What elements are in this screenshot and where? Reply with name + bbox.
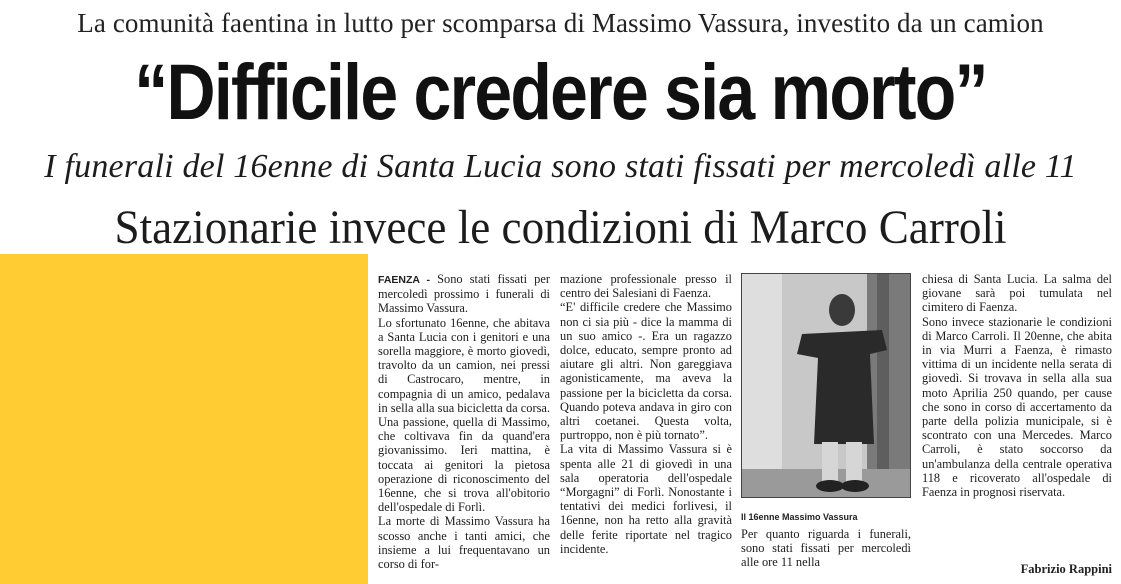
- paragraph: “E' difficile credere che Massimo non ci sia più - dice la mamma di un suo amico -. Era un ragazzo dolce, educato, sempre pronto ad aiutare gli altri. Non gareggiava agonisticamente, ma aveva la passione per la bicicletta da corsa. Quando poteva andava in giro con altri coetanei. Questa volta, purtroppo, non è più tornato”.: [560, 300, 732, 443]
- article-column-2: [560, 272, 732, 556]
- article-column-1: [378, 272, 550, 571]
- byline: Fabrizio Rappini: [1020, 562, 1112, 576]
- subheadline: I funerali del 16enne di Santa Lucia sono stati fissati per mercoledì alle 11: [44, 148, 1077, 185]
- portrait-illustration: [742, 274, 911, 498]
- paragraph: Per quanto riguarda i funerali, sono stati fissati per mercoledì alle ore 11 nella: [741, 527, 911, 570]
- article-column-3: [741, 527, 911, 570]
- photo-caption: Il 16enne Massimo Vassura: [741, 512, 858, 522]
- paragraph: [378, 272, 550, 316]
- redaction-block: [0, 254, 368, 584]
- paragraph: Sono invece stazionarie le condizioni di Marco Carroli. Il 20enne, che abita in via Murri a Faenza, è rimasto vittima di un incidente nella serata di giovedì. Si trovava in sella alla sua moto Aprilia 250 quando, per cause che sono in corso di accertamento da parte della polizia municipale, si è scontrato con una Mercedes. Marco Carroli, è stato soccorso da un'ambulanza della centrale operativa 118 e ricoverato all'ospedale di Faenza in prognosi riservata.: [922, 314, 1112, 500]
- headline: “Difficile credere sia morto”: [134, 47, 987, 136]
- paragraph-text: Sono stati fissati per mercoledì prossimo i funerali di Massimo Vassura.: [378, 272, 550, 316]
- paragraph: Lo sfortunato 16enne, che abitava a Santa Lucia con i genitori e una sorella maggiore, è morto giovedì, travolto da un camion, nei pressi di Castrocaro, mentre, in compagnia di un amico, pedalava in sella alla sua bicicletta da corsa. Una passione, quella di Massimo, che coltivava fin da quand'era giovanissimo. Ieri mattina, è toccata ai genitori la pietosa operazione di riconoscimento del 16enne, che si trova all'obitorio dell'ospedale di Forlì.: [378, 315, 550, 515]
- paragraph: La morte di Massimo Vassura ha scosso anche i tanti amici, che insieme a lui frequentavano un corso di for-: [378, 514, 550, 572]
- kicker: La comunità faentina in lutto per scomparsa di Massimo Vassura, investito da un camion: [77, 8, 1044, 38]
- paragraph: mazione professionale presso il centro dei Salesiani di Faenza.: [560, 272, 732, 301]
- portrait-photo: [741, 273, 911, 498]
- secondary-headline: Stazionarie invece le condizioni di Marco Carroli: [114, 201, 1007, 254]
- dateline: FAENZA -: [378, 274, 431, 286]
- paragraph: La vita di Massimo Vassura si è spenta alle 21 di giovedì in una sala operatoria dell'ospedale “Morgagni” di Forlì. Nonostante i tentativi dei medici forlivesi, il 16enne, non ha retto alla gravità delle ferite riportate nel tragico incidente.: [560, 442, 732, 556]
- paragraph: chiesa di Santa Lucia. La salma del giovane sarà poi tumulata nel cimitero di Faenza.: [922, 272, 1112, 315]
- article-column-4: [922, 272, 1112, 499]
